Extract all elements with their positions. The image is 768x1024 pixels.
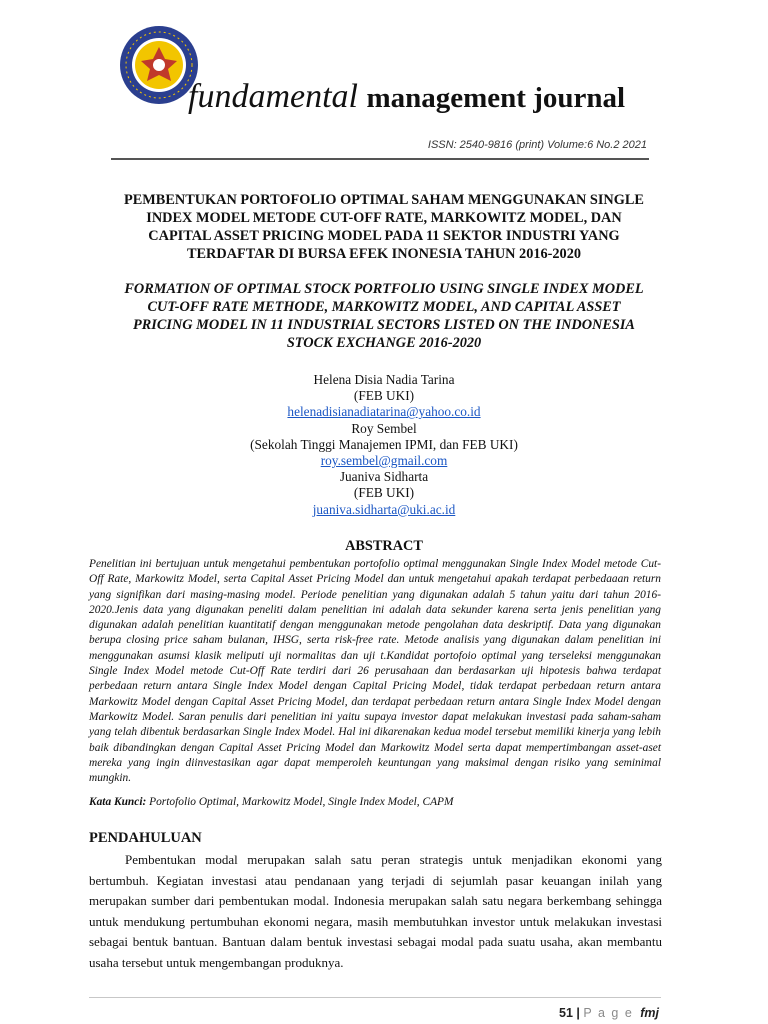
author-email-link[interactable]: juaniva.sidharta@uki.ac.id [312,501,456,517]
header-divider [111,158,649,160]
author-name: Roy Sembel [351,420,417,436]
section-heading: PENDAHULUAN [89,830,202,846]
title-line: CUT-OFF RATE METHODE, MARKOWITZ MODEL, AND CAPITAL ASSET [147,299,621,315]
title-line: TERDAFTAR DI BURSA EFEK INONESIA TAHUN 2016-2020 [186,246,581,262]
abstract-heading: ABSTRACT [345,538,423,554]
section-body: Pembentukan modal merupakan salah satu peran strategis untuk menjadikan ekonomi yang bertumbuh. Kegiatan investasi atau pendanaan yang terjadi di sejumlah pasar keuangan inilah yang merupakan sumber dari pembentukan modal. Indonesia merupakan salah satu negara berkembang sehingga untuk mendukung pertumbuhan ekonomi negara, masih membutuhkan investor untuk melakukan investasi sebagai bentuk bantuan. Bantuan dalam bentuk investasi sebagai modal pada suatu usaha, akan membantu usaha tersebut untuk mengembangan produknya. [89,852,662,970]
author-name: Juaniva Sidharta [339,469,429,485]
author-list [120,372,648,518]
keywords-line [89,795,661,810]
footer-divider [89,997,661,998]
author-affiliation: (FEB UKI) [353,388,415,404]
author-email-link[interactable]: helenadisianadiatarina@yahoo.co.id [287,404,481,420]
page-footer [559,1006,659,1020]
page-number: 51 [559,1006,573,1020]
journal-title [188,77,625,118]
author-name: Helena Disia Nadia Tarina [313,372,455,387]
journal-title-italic: fundamental [188,78,358,115]
article-title-indonesian [90,191,678,263]
title-line: STOCK EXCHANGE 2016-2020 [286,335,482,351]
author-email-link[interactable]: roy.sembel@gmail.com [320,453,448,469]
author-affiliation: (FEB UKI) [353,485,415,501]
page-word: P a g e [583,1006,634,1020]
abstract-body: Penelitian ini bertujuan untuk mengetahui pembentukan portofolio optimal menggunakan Single Index Model metode Cut-Off Rate, Markowitz Model, serta Capital Asset Pricing Model dan untuk mengetahui apakah terdapat perbedaaan return yang signifikan dari masing-masing model. Periode penelitian yang digunakan adalah 5 tahun yaitu dari tahun 2016-2020.Jenis data yang digunakan peneliti dalam penelitian ini adalah data sekunder karena serta jenis penelitian yang digunakan adalah penelitian kuantitatif dengan menggunakan metode pengolahan data deskriptif. Data yang digunakan berupa closing price saham bulanan, IHSG, serta risk-free rate. Metode analisis yang digunakan dalam penelitian ini menggunakan asumsi klasik meliputi uji normalitas dan uji t.Kandidat portofoio optimal yang terseleksi menggunakan Single Index Model metode Cut-Off Rate terdiri dari 26 perusahaan dan berdasarkan uji hipotesis bahwa terdapat perbedaan return antara Single Index Model dengan Capital Pricing Model, tidak terdapat perbedaan return antara Markowitz Model dengan Capital Asset Pricing Model, dan terdapat perbedaan return antara Single Index Model dengan Markowitz Model. Saran penulis dari penelitian ini yaitu supaya investor dapat melakukan investasi pada saham-saham yang telah dibentuk berdasarkan Single Index Model. Hal ini dikarenakan kedua model tersebut memiliki kinerja yang lebih baik dibandingkan dengan Capital Asset Pricing Model dan Markowitz Model serta dapat mempertimbangan asset-aset mereka yang ingin diinvestasikan agar dapat memperoleh keuntungan yang maksimal dengan risiko yang seminimal mungkin. [89,558,661,785]
title-line: INDEX MODEL METODE CUT-OFF RATE, MARKOWITZ MODEL, DAN [146,210,622,226]
title-line: PEMBENTUKAN PORTOFOLIO OPTIMAL SAHAM MENGGUNAKAN SINGLE [124,192,644,208]
journal-title-bold: management journal [366,82,626,114]
title-line: PRICING MODEL IN 11 INDUSTRIAL SECTORS LISTED ON THE INDONESIA [133,317,635,333]
footer-separator: | [572,1006,584,1020]
issn-line: ISSN: 2540-9816 (print) Volume:6 No.2 2021 [427,139,647,151]
title-line: CAPITAL ASSET PRICING MODEL PADA 11 SEKTOR INDUSTRI YANG [148,228,620,244]
keywords-text: Portofolio Optimal, Markowitz Model, Single Index Model, CAPM [146,796,454,808]
author-affiliation: (Sekolah Tinggi Manajemen IPMI, dan FEB UKI) [250,436,518,452]
title-line: FORMATION OF OPTIMAL STOCK PORTFOLIO USING SINGLE INDEX MODEL [124,281,644,297]
keywords-label: Kata Kunci: [89,796,147,808]
article-title-english [90,280,678,352]
journal-abbreviation: fmj [640,1006,659,1020]
